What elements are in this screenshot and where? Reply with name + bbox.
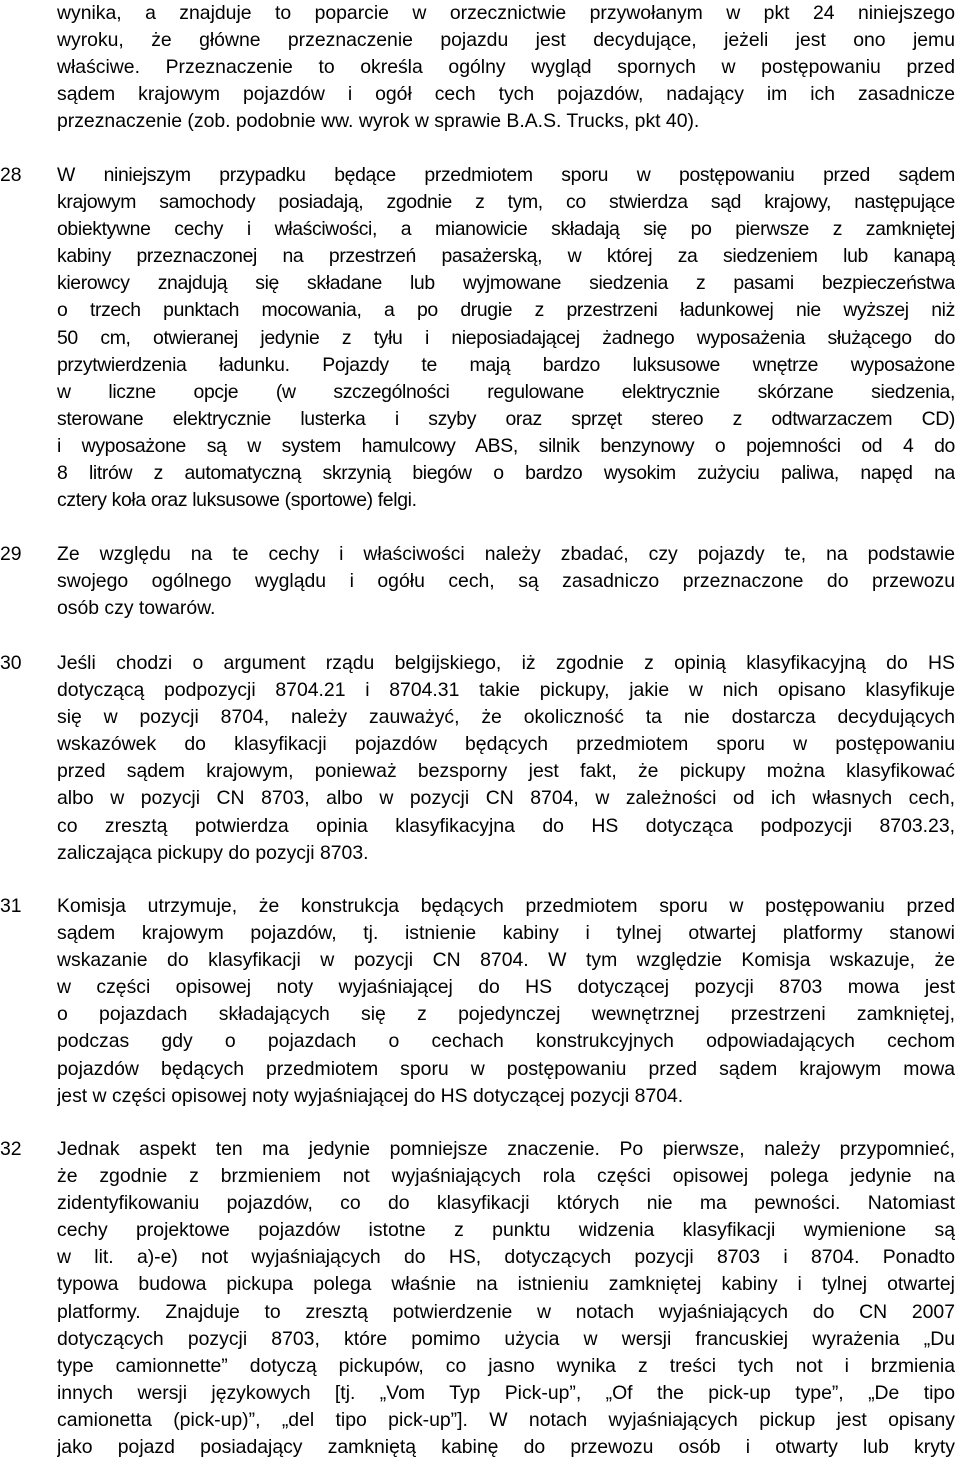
text-line: sterowane elektrycznie lusterka i szyby oraz sprzęt stereo z odtwarzaczem CD) bbox=[57, 407, 955, 430]
text-line: type camionnette” dotyczą pickupów, co jasno wynika z treści tych not i brzmienia bbox=[57, 1354, 955, 1377]
text-line: przytwierdzenia ładunku. Pojazdy te mają bardzo luksusowe wnętrze wyposażone bbox=[57, 353, 955, 376]
paragraph-text bbox=[57, 162, 955, 514]
text-line: co zresztą potwierdza opinia klasyfikacyjna do HS dotycząca podpozycji 8703.23, bbox=[57, 814, 955, 837]
paragraph-number: 29 bbox=[0, 543, 22, 565]
paragraph-text bbox=[57, 0, 955, 135]
text-line: dotyczących pozycji 8703, które pomimo użycia w wersji francuskiej wyrażenia „Du bbox=[57, 1327, 955, 1350]
text-line: w liczne opcje (w szczególności regulowane elektrycznie skórzane siedzenia, bbox=[57, 380, 955, 403]
text-line: 50 cm, otwieranej jedynie z tyłu i nieposiadającej żadnego wyposażenia służącego do bbox=[57, 326, 955, 349]
text-line: przeznaczenie (zob. podobnie ww. wyrok w sprawie B.A.S. Trucks, pkt 40). bbox=[57, 110, 700, 133]
text-line: W niniejszym przypadku będące przedmiotem sporu w postępowaniu przed sądem bbox=[57, 164, 955, 186]
text-line: wyroku, że główne przeznaczenie pojazdu jest decydujące, jeżeli jest ono jemu bbox=[57, 29, 955, 52]
paragraph-text bbox=[57, 650, 955, 867]
text-line: zidentyfikowaniu pojazdów, co do klasyfikacji których nie ma pewności. Natomiast bbox=[57, 1192, 955, 1215]
text-line: albo w pozycji CN 8703, albo w pozycji CN 8704, w zależności od ich własnych cech, bbox=[57, 787, 955, 810]
text-line: osób czy towarów. bbox=[57, 597, 216, 620]
text-line: kierowcy znajdują się składane lub wyjmowane siedzenia z pasami bezpieczeństwa bbox=[57, 272, 955, 295]
text-line: 8 litrów z automatyczną skrzynią biegów o bardzo wysokim zużyciu paliwa, napęd na bbox=[57, 462, 955, 485]
text-line: wskazówek do klasyfikacji pojazdów będących przedmiotem sporu w postępowaniu bbox=[57, 733, 955, 756]
text-line: Jednak aspekt ten ma jedynie pomniejsze znaczenie. Po pierwsze, należy przypomnieć, bbox=[57, 1138, 955, 1160]
text-line: właściwe. Przeznaczenie to określa ogólny wygląd spornych w postępowaniu przed bbox=[57, 56, 955, 79]
text-line: innych wersji językowych [tj. „Vom Typ Pick-up”, „Of the pick-up type”, „De tipo bbox=[57, 1381, 955, 1404]
text-line: krajowym samochody posiadają, zgodnie z tym, co stwierdza sąd krajowy, następujące bbox=[57, 191, 955, 214]
text-line: platformy. Znajduje to zresztą potwierdzenie w notach wyjaśniających do CN 2007 bbox=[57, 1300, 955, 1323]
text-line: jest w części opisowej noty wyjaśniającej do HS dotyczącej pozycji 8704. bbox=[57, 1084, 684, 1107]
text-line: Komisja utrzymuje, że konstrukcja będących przedmiotem sporu w postępowaniu przed bbox=[57, 895, 955, 917]
text-line: sądem krajowym pojazdów i ogół cech tych pojazdów, nadający im ich zasadnicze bbox=[57, 83, 955, 106]
paragraph-number: 32 bbox=[0, 1138, 22, 1160]
paragraph-text bbox=[57, 541, 955, 622]
text-line: sądem krajowym pojazdów, tj. istnienie kabiny i tylnej otwartej platformy stanowi bbox=[57, 922, 955, 945]
text-line: w lit. a)-e) not wyjaśniających do HS, dotyczących pozycji 8703 i 8704. Ponadto bbox=[57, 1246, 955, 1269]
text-line: o trzech punktach mocowania, a po drugie z przestrzeni ładunkowej nie wyższej niż bbox=[57, 299, 955, 322]
text-line: wskazanie do klasyfikacji w pozycji CN 8704. W tym względzie Komisja wskazuje, że bbox=[57, 949, 955, 972]
text-line: jako pojazd posiadający zamkniętą kabinę do przewozu osób i otwarty lub kryty bbox=[57, 1436, 955, 1459]
text-line: swojego ogólnego wyglądu i ogółu cech, są zasadniczo przeznaczone do przewozu bbox=[57, 570, 955, 593]
text-line: w części opisowej noty wyjaśniającej do HS dotyczącej pozycji 8703 mowa jest bbox=[57, 976, 955, 999]
text-line: o pojazdach składających się z pojedynczej wewnętrznej przestrzeni zamkniętej, bbox=[57, 1003, 955, 1026]
text-line: się w pozycji 8704, należy zauważyć, że okoliczność ta nie dostarcza decydujących bbox=[57, 706, 955, 729]
text-line: obiektywne cechy i właściwości, a mianowicie składają się po pierwsze z zamkniętej bbox=[57, 218, 955, 241]
paragraph-number: 31 bbox=[0, 895, 22, 917]
paragraph-number: 30 bbox=[0, 652, 22, 674]
text-line: Jeśli chodzi o argument rządu belgijskiego, iż zgodnie z opinią klasyfikacyjną do HS bbox=[57, 652, 955, 674]
text-line: kabiny przeznaczonej na przestrzeń pasażerską, w której za siedzeniem lub kanapą bbox=[57, 245, 955, 268]
text-line: Ze względu na te cechy i właściwości należy zbadać, czy pojazdy te, na podstawie bbox=[57, 543, 955, 565]
text-line: cechy projektowe pojazdów istotne z punktu widzenia klasyfikacji wymienione są bbox=[57, 1219, 955, 1242]
paragraph-text bbox=[57, 1136, 955, 1461]
text-line: wynika, a znajduje to poparcie w orzecznictwie przywołanym w pkt 24 niniejszego bbox=[57, 2, 955, 24]
text-line: typowa budowa pickupa polega właśnie na istnieniu zamkniętej kabiny i tylnej otwartej bbox=[57, 1273, 955, 1296]
text-line: że zgodnie z brzmieniem not wyjaśniających rola części opisowej polega jedynie na bbox=[57, 1165, 955, 1188]
text-line: podczas gdy o pojazdach o cechach konstrukcyjnych odpowiadających cechom bbox=[57, 1030, 955, 1053]
text-line: cztery koła oraz luksusowe (sportowe) felgi. bbox=[57, 489, 417, 512]
text-line: i wyposażone są w system hamulcowy ABS, silnik benzynowy o pojemności od 4 do bbox=[57, 434, 955, 457]
text-line: dotyczącą podpozycji 8704.21 i 8704.31 takie pickupy, jakie w nich opisano klasyfikuje bbox=[57, 679, 955, 702]
text-line: camionetta (pick-up)”, „del tipo pick-up”]. W notach wyjaśniających pickup jest opisany bbox=[57, 1408, 955, 1431]
text-line: pojazdów będących przedmiotem sporu w postępowaniu przed sądem krajowym mowa bbox=[57, 1057, 955, 1080]
text-line: przed sądem krajowym, ponieważ bezsporny jest fakt, że pickupy można klasyfikować bbox=[57, 760, 955, 783]
paragraph-text bbox=[57, 893, 955, 1110]
text-line: zaliczająca pickupy do pozycji 8703. bbox=[57, 841, 369, 864]
paragraph-number: 28 bbox=[0, 164, 22, 186]
